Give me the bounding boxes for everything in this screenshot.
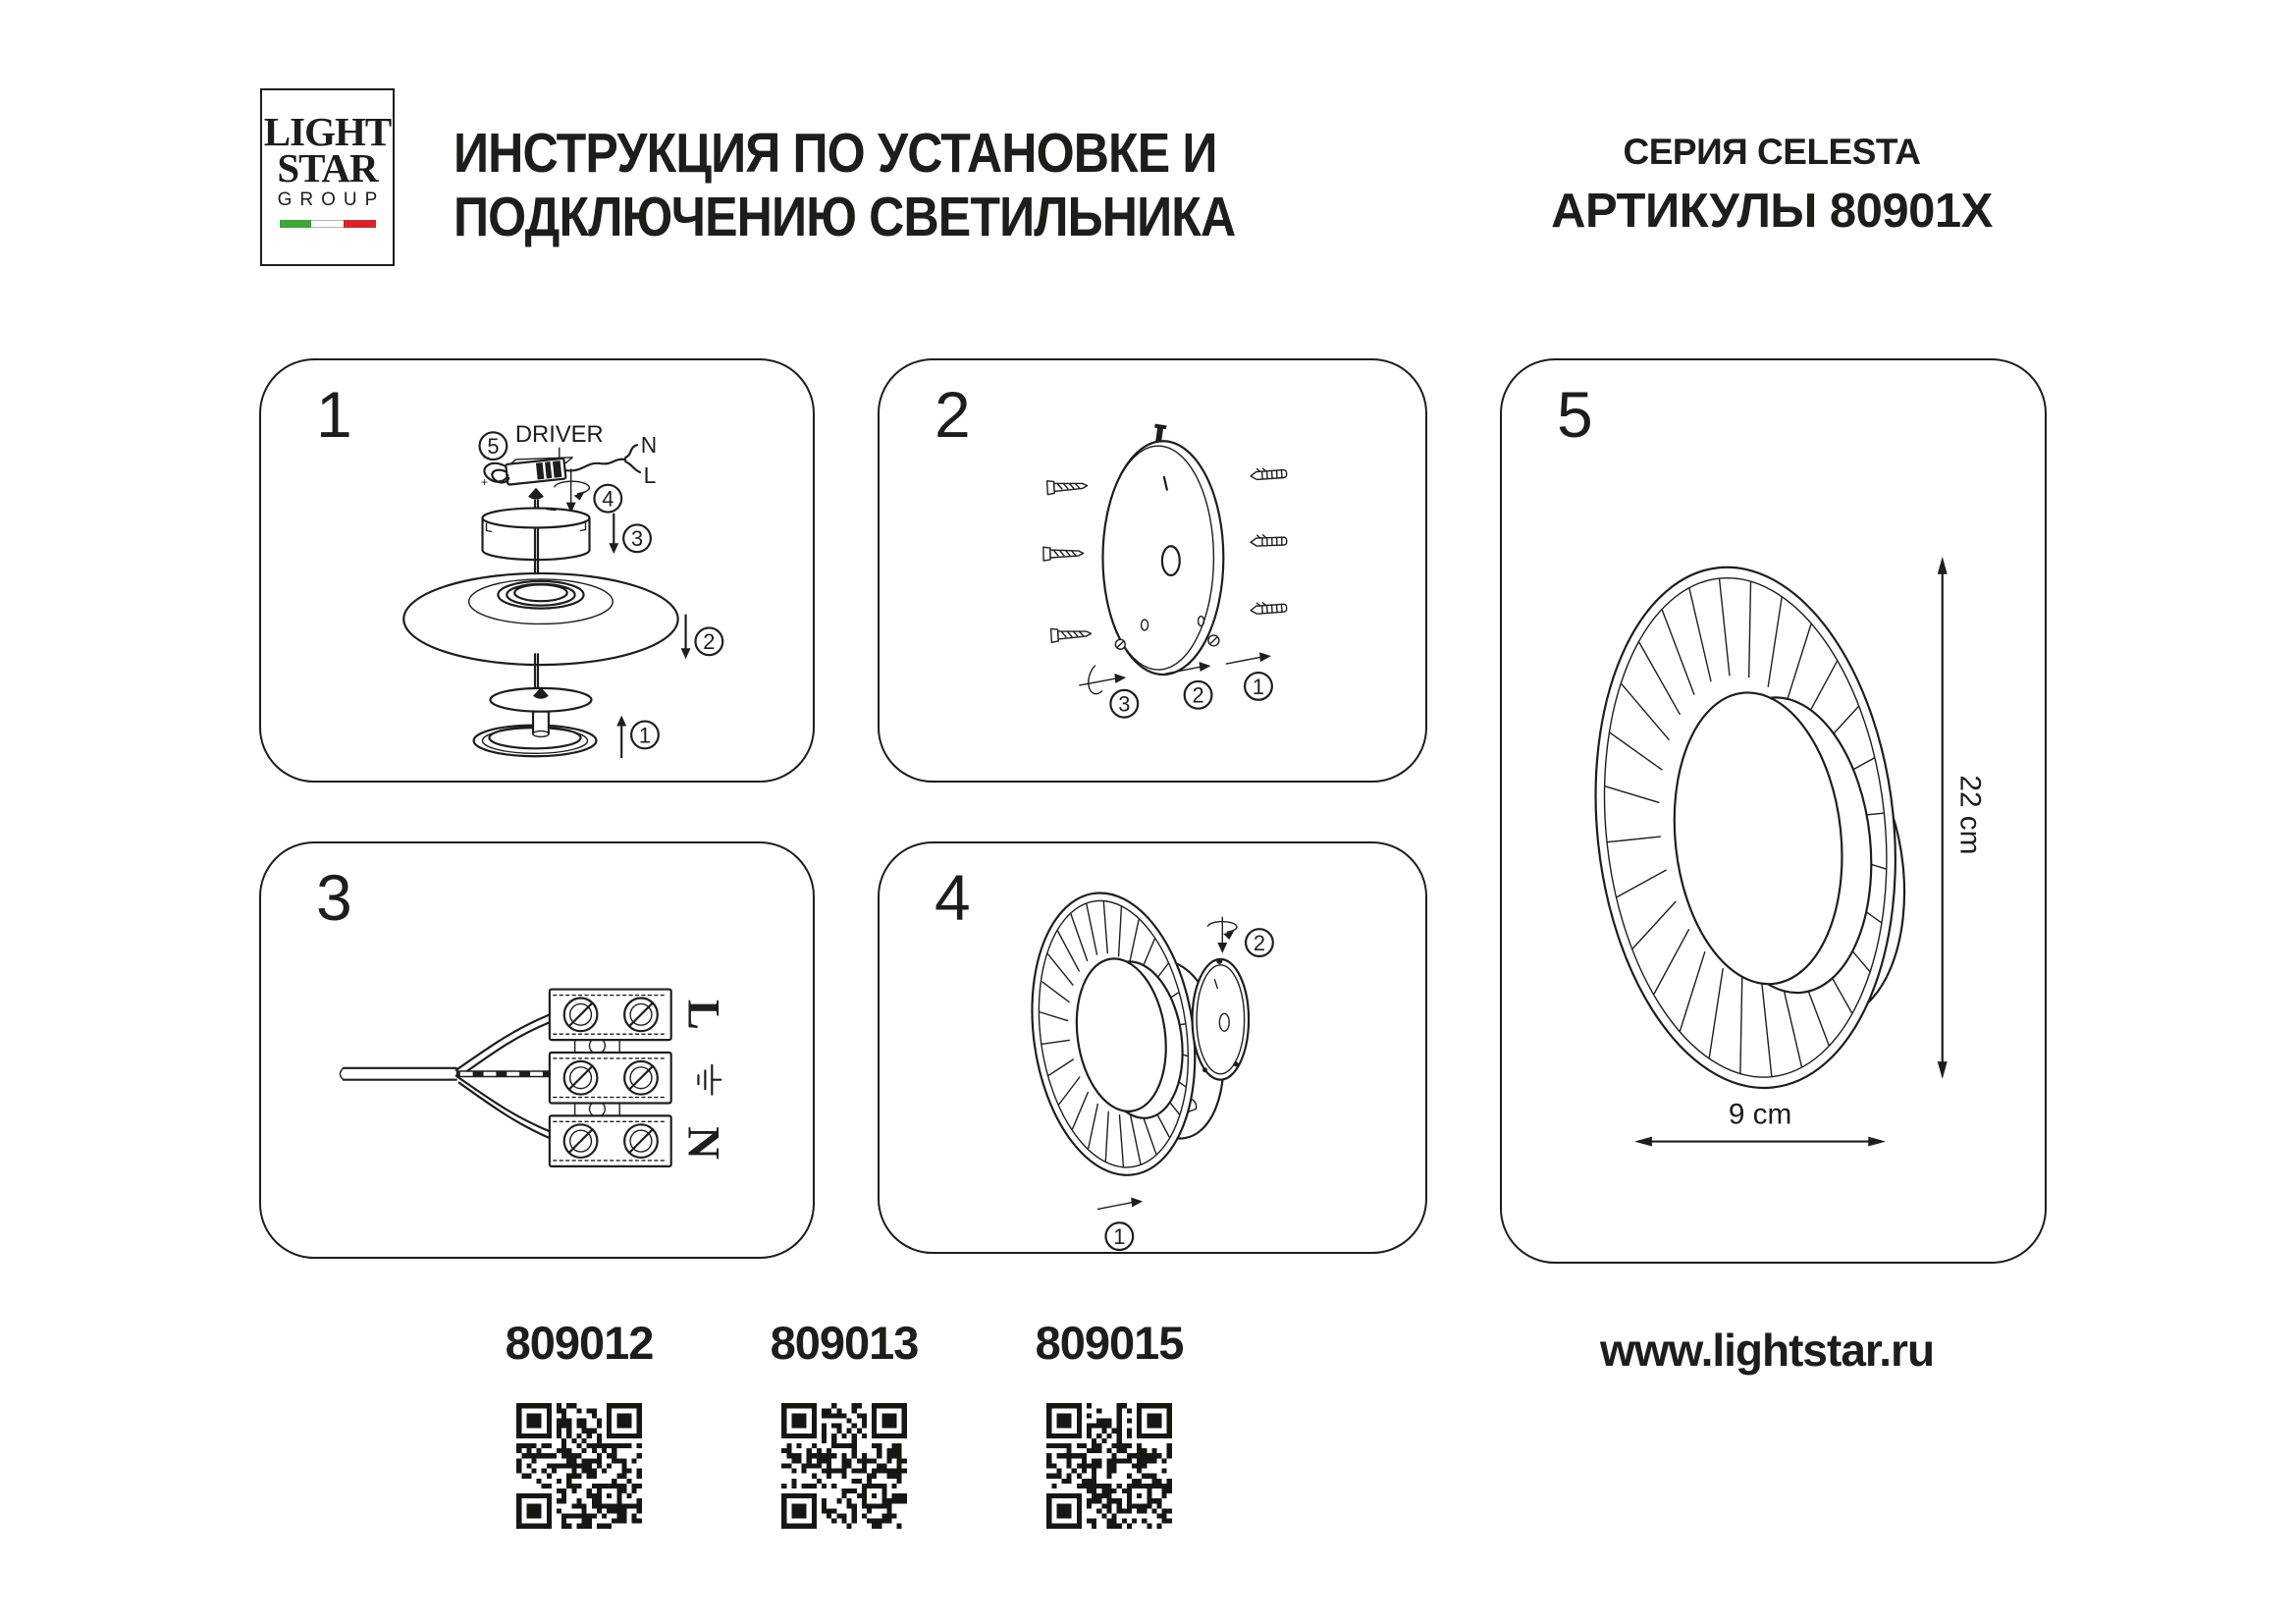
qr-code-1 bbox=[507, 1393, 652, 1539]
wire-live-outline-top bbox=[456, 1014, 550, 1069]
terminal-label-l: L bbox=[677, 999, 728, 1030]
height-dimension-label: 22 cm bbox=[1953, 775, 1987, 855]
series-block bbox=[1526, 132, 2017, 239]
panel-5-diagram bbox=[1502, 360, 2045, 1262]
wire-n-label: N bbox=[640, 432, 658, 459]
width-dimension bbox=[1634, 1099, 1886, 1147]
mains-cable bbox=[565, 460, 625, 471]
flag-green-segment bbox=[280, 220, 312, 228]
article-block-3 bbox=[1031, 1316, 1188, 1543]
plate-bottom-screw-left bbox=[1115, 639, 1125, 649]
step-2-arrowhead bbox=[1200, 662, 1211, 672]
wire-l bbox=[625, 461, 640, 472]
article-code-2: 809013 bbox=[770, 1317, 919, 1369]
italian-flag-bar bbox=[280, 220, 376, 228]
qr-code-2 bbox=[772, 1393, 917, 1539]
step-4-number: 4 bbox=[602, 486, 614, 512]
step-2-arrowhead bbox=[681, 648, 691, 659]
logo-word-group: GROUP bbox=[277, 189, 386, 210]
step-3-number: 3 bbox=[630, 526, 644, 552]
screw-icon-2 bbox=[1043, 547, 1084, 562]
panel-1-number: 1 bbox=[316, 378, 352, 451]
instruction-panel-2 bbox=[878, 358, 1427, 783]
mounting-plate bbox=[1102, 424, 1223, 675]
wire-l-label: L bbox=[643, 461, 657, 488]
height-dimension bbox=[1938, 557, 1987, 1079]
series-label: СЕРИЯ CELESTA bbox=[1623, 132, 1921, 172]
step-3-axis-line bbox=[1080, 678, 1117, 685]
plate-top-screw bbox=[1152, 424, 1166, 443]
flag-white-segment bbox=[311, 220, 344, 228]
plus-mark: + bbox=[481, 474, 488, 489]
step-1-arrow-line bbox=[1098, 1202, 1134, 1209]
article-code-1: 809012 bbox=[505, 1317, 654, 1369]
terminal-label-n: N bbox=[677, 1126, 728, 1160]
wire-neutral-outline-top bbox=[456, 1076, 550, 1131]
screw-icon-3 bbox=[1051, 626, 1092, 642]
article-code-3: 809015 bbox=[1035, 1317, 1184, 1369]
finished-lamp bbox=[1571, 552, 1920, 1103]
step-2-number: 2 bbox=[1192, 682, 1204, 708]
cable-gland bbox=[528, 488, 544, 500]
driver-box bbox=[506, 454, 575, 485]
website-url: www.lightstar.ru bbox=[1599, 1325, 1935, 1376]
mounting-ring bbox=[1193, 958, 1249, 1080]
lightstar-logo bbox=[260, 88, 395, 266]
terminal-block-l bbox=[550, 990, 671, 1041]
step-3-rotate-arc bbox=[1089, 666, 1102, 694]
lamp-shade bbox=[403, 573, 677, 665]
articles-label: АРТИКУЛЫ 80901X bbox=[1551, 185, 1993, 238]
article-block-2 bbox=[766, 1316, 923, 1543]
flag-red-segment bbox=[344, 220, 376, 228]
instruction-panel-4 bbox=[878, 841, 1427, 1254]
step-1-arrowhead bbox=[1259, 652, 1271, 662]
step-1-number: 1 bbox=[1252, 674, 1265, 699]
step-3-arrowhead bbox=[609, 543, 618, 554]
step-2-number: 2 bbox=[703, 629, 716, 655]
panel-2-number: 2 bbox=[934, 378, 971, 451]
driver-loop-wire-blue bbox=[484, 463, 507, 482]
wire-neutral-outline-bottom bbox=[459, 1083, 550, 1138]
logo-word-light: LIGHT bbox=[263, 109, 392, 154]
wall-anchor-icon-2 bbox=[1251, 534, 1287, 546]
step-3-number: 3 bbox=[1118, 691, 1131, 717]
panel-5-number: 5 bbox=[1557, 378, 1593, 451]
page-title bbox=[454, 122, 1235, 249]
width-dimension-label: 9 cm bbox=[1728, 1098, 1792, 1131]
plate-bottom-screw-right bbox=[1208, 635, 1219, 646]
wall-anchor-icon-1 bbox=[1251, 466, 1287, 479]
article-block-1 bbox=[501, 1316, 658, 1543]
wire-live-outline-bottom bbox=[459, 1022, 550, 1076]
driver-label: DRIVER bbox=[514, 421, 604, 449]
step-3-arrowhead bbox=[1114, 674, 1126, 683]
panel-3-number: 3 bbox=[316, 861, 352, 934]
screw-icon-1 bbox=[1047, 479, 1088, 495]
step-2-number: 2 bbox=[1253, 930, 1266, 955]
qr-code-3 bbox=[1037, 1393, 1182, 1539]
instruction-panel-1 bbox=[259, 358, 815, 783]
minus-mark: − bbox=[483, 451, 490, 465]
rotate-arc bbox=[555, 481, 589, 493]
supply-cable bbox=[340, 1068, 455, 1080]
logo-word-star: STAR bbox=[277, 145, 378, 190]
earth-symbol bbox=[698, 1065, 721, 1095]
step-1-arrowhead bbox=[616, 716, 626, 727]
panel-4-number: 4 bbox=[934, 861, 971, 934]
step-1-number: 1 bbox=[1113, 1224, 1126, 1250]
step-2-arrowhead-down bbox=[1217, 943, 1227, 953]
terminal-block-n bbox=[550, 1115, 671, 1166]
step-5-number: 5 bbox=[487, 434, 500, 460]
step-1-number: 1 bbox=[638, 723, 652, 748]
instruction-panel-5 bbox=[1500, 358, 2047, 1264]
instruction-panel-3 bbox=[259, 841, 815, 1259]
title-line-2: ПОДКЛЮЧЕНИЮ СВЕТИЛЬНИКА bbox=[454, 186, 1236, 248]
title-line-1: ИНСТРУКЦИЯ ПО УСТАНОВКЕ И bbox=[454, 122, 1217, 185]
terminal-block-earth bbox=[550, 1053, 671, 1104]
wire-n bbox=[625, 445, 637, 458]
step-1-arrowhead bbox=[1131, 1198, 1143, 1208]
wall-anchor-icon-3 bbox=[1251, 601, 1287, 614]
step-1-arrow-line bbox=[1226, 657, 1261, 664]
